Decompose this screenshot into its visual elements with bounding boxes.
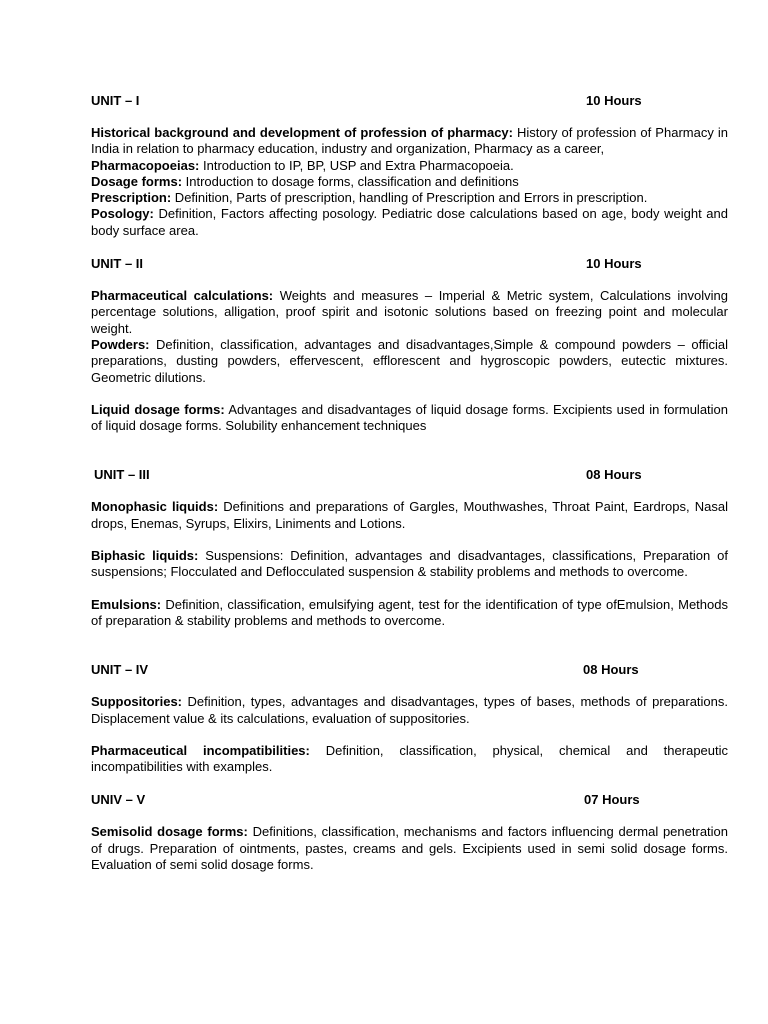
topic-term: Powders: — [91, 336, 150, 352]
topic-text: Definitions and preparations of Gargles, Mouthwashes, Throat Paint, Eardrops, Nasal drops, Enemas, Syrups, Elixirs, Liniments and Lotions. — [91, 499, 728, 531]
topic-term: Historical background and development of profession of pharmacy: — [91, 125, 513, 140]
unit-1-heading — [91, 92, 728, 109]
unit-hours: 07 Hours — [584, 792, 640, 808]
topic-term: Pharmaceutical calculations: — [91, 288, 274, 304]
topic-text: Definition, classification, physical, chemical and therapeutic incompatibilities with examples. — [91, 742, 729, 775]
topic-paragraph — [91, 206, 728, 239]
topic-text: Advantages and disadvantages of liquid dosage forms. Excipients used in formulation of liquid dosage forms. Solubility enhancement techniques — [91, 401, 729, 434]
topic-text: Suspensions: Definition, advantages and disadvantages, classifications, Preparation of suspensions; Flocculated and Deflocculated suspension & stability problems and methods to overcome. — [91, 548, 729, 580]
unit-hours: 10 Hours — [586, 256, 642, 272]
topic-term: Pharmaceutical incompatibilities: — [91, 742, 310, 758]
topic-term: Emulsions: — [91, 596, 162, 612]
topic-term: Dosage forms: — [91, 173, 183, 189]
syllabus-document — [91, 92, 728, 873]
topic-text: History of profession of Pharmacy in India in relation to pharmacy education, industry and organization, Pharmacy as a career, — [91, 125, 728, 157]
unit-hours: 08 Hours — [586, 467, 642, 483]
unit-2-heading — [91, 255, 728, 272]
topic-text: Definition, Factors affecting posology. Pediatric dose calculations based on age, body weight and body surface area. — [91, 206, 728, 238]
topic-text: Definition, types, advantages and disadvantages, types of bases, methods of preparations. Displacement value & its calculations, evaluation of suppositories. — [91, 694, 728, 726]
topic-term: Prescription: — [91, 190, 172, 206]
topic-text: Introduction to IP, BP, USP and Extra Pharmacopoeia. — [199, 157, 514, 173]
unit-title: UNIT – IV — [91, 662, 149, 678]
topic-text: Definition, classification, advantages and disadvantages,Simple & compound powders – official preparations, dusting powders, effervescent, efflorescent and hygroscopic powders, eutectic mixtures. Geometric dilutions. — [91, 336, 728, 385]
topic-paragraph — [91, 288, 728, 337]
topic-term: Semisolid dosage forms: — [91, 824, 248, 840]
topic-paragraph — [91, 337, 728, 386]
unit-4-heading — [91, 661, 728, 678]
topic-term: Suppositories: — [91, 694, 183, 710]
topic-paragraph — [91, 402, 728, 435]
unit-3-heading — [91, 466, 728, 483]
topic-paragraph — [91, 174, 728, 190]
topic-paragraph — [91, 125, 728, 158]
unit-title: UNIV – V — [91, 792, 146, 808]
topic-paragraph — [91, 190, 728, 206]
unit-title: UNIT – III — [94, 467, 150, 483]
unit-5-heading — [91, 791, 728, 808]
topic-paragraph — [91, 743, 728, 776]
topic-paragraph — [91, 597, 728, 630]
topic-term: Pharmacopoeias: — [91, 157, 200, 173]
topic-paragraph — [91, 548, 728, 581]
topic-paragraph — [91, 499, 728, 532]
topic-text: Definition, classification, emulsifying agent, test for the identification of type ofEmulsion, Methods of preparation & stability problems and methods to overcome. — [91, 596, 728, 628]
topic-text: Introduction to dosage forms, classification and definitions — [182, 173, 519, 189]
unit-hours: 08 Hours — [583, 662, 639, 678]
topic-term: Biphasic liquids: — [91, 548, 199, 564]
topic-text: Weights and measures – Imperial & Metric system, Calculations involving percentage solutions, alligation, proof spirit and isotonic solutions based on freezing point and molecular weight. — [91, 288, 728, 336]
unit-title: UNIT – I — [91, 93, 140, 108]
topic-paragraph — [91, 824, 728, 873]
topic-text: Definitions, classification, mechanisms and factors influencing dermal penetration of drugs. Preparation of ointments, pastes, creams and gels. Excipients used in semi solid dosage forms. Evaluation of semi solid dosage forms. — [91, 824, 729, 873]
topic-term: Liquid dosage forms: — [91, 401, 225, 417]
topic-term: Monophasic liquids: — [91, 499, 219, 515]
topic-paragraph — [91, 158, 728, 174]
unit-title: UNIT – II — [91, 256, 144, 272]
topic-term: Posology: — [91, 206, 154, 222]
topic-text: Definition, Parts of prescription, handling of Prescription and Errors in prescription. — [171, 190, 648, 206]
unit-hours: 10 Hours — [586, 93, 642, 108]
topic-paragraph — [91, 694, 728, 727]
